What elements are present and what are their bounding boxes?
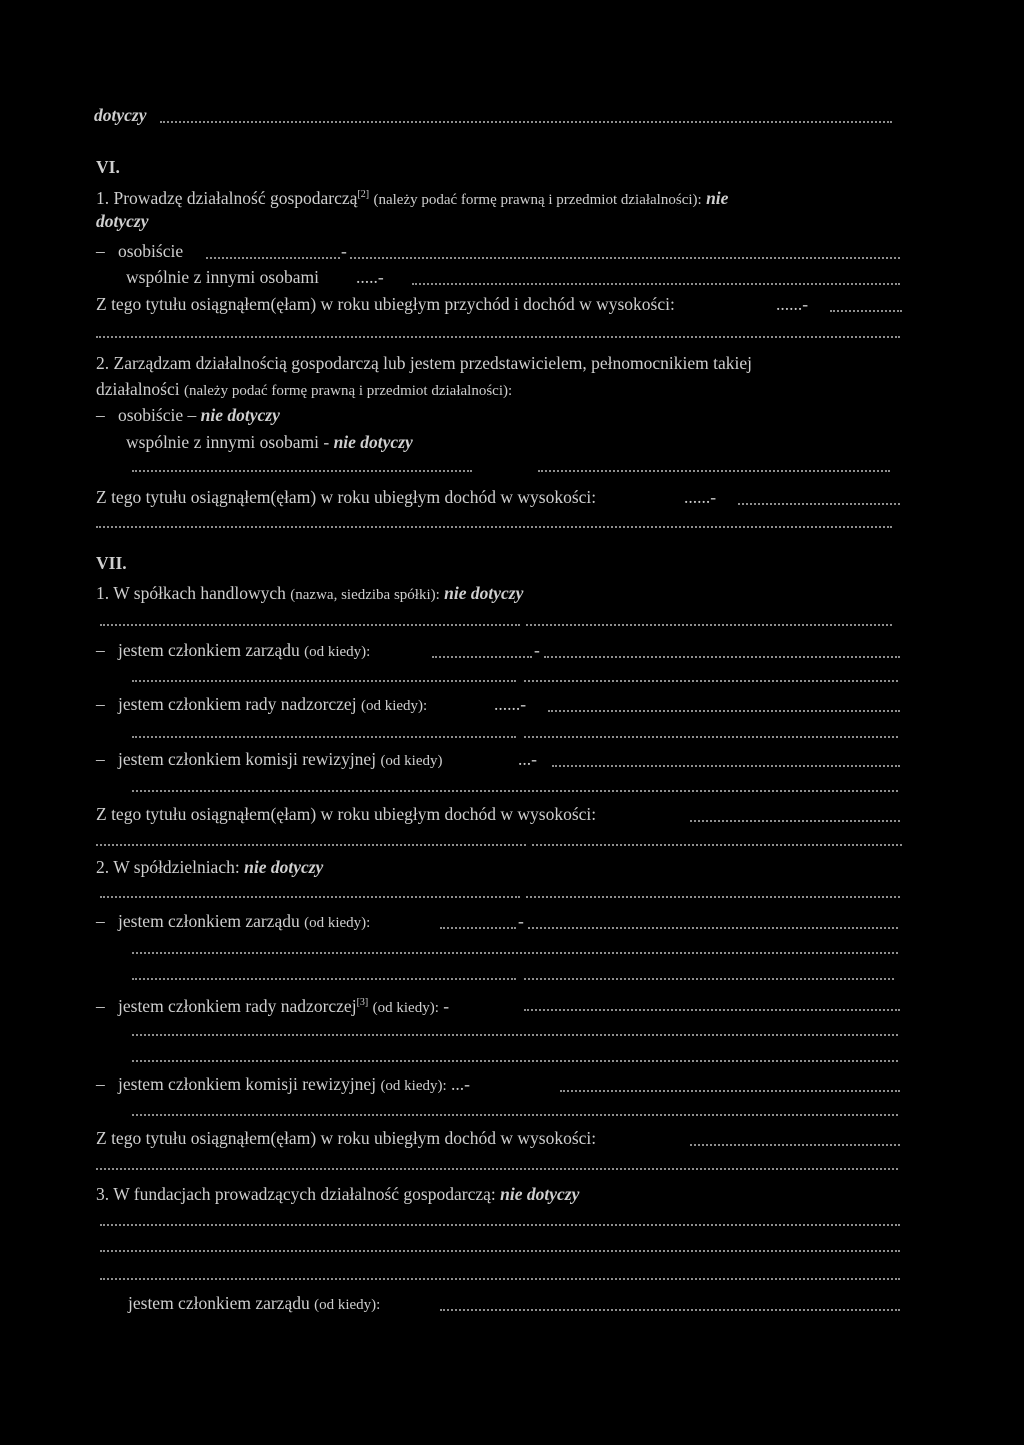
dash: – <box>96 694 105 714</box>
s7-p1-text: W spółkach handlowych <box>113 583 286 603</box>
dotted-line <box>538 470 890 472</box>
dotted-line <box>690 820 900 822</box>
s7-komisja <box>96 748 443 772</box>
s7-komisja-value: ...- <box>518 749 537 769</box>
dotted-line <box>524 1009 900 1011</box>
s7-rada2-instruction: (od kiedy): <box>372 1000 439 1016</box>
dotted-line <box>96 844 526 846</box>
dotted-line <box>560 1090 900 1092</box>
s7-zarzad-label: jestem członkiem zarządu <box>118 640 300 660</box>
dotted-line <box>96 1168 898 1170</box>
dotted-line <box>738 503 900 505</box>
s6-p2-instruction: (należy podać formę prawną i przedmiot działalności): <box>183 383 513 399</box>
s7-rada2-label: jestem członkiem rady nadzorczej <box>118 996 357 1016</box>
dotted-line <box>526 896 900 898</box>
s7-p3-number: 3. <box>96 1184 110 1204</box>
s6-p1-answer: nie <box>706 188 729 208</box>
s7-p3-answer: nie dotyczy <box>500 1184 580 1204</box>
s7-zarzad2-value: - <box>518 911 524 931</box>
s7-p1-answer: nie dotyczy <box>444 583 524 603</box>
s7-p2-text: W spółdzielniach: <box>113 857 240 877</box>
s7-rada-value: ......- <box>494 694 527 714</box>
s6-p2-text-cont: działalności <box>96 379 180 399</box>
s6-osobiscie2 <box>96 404 280 426</box>
dotted-line <box>132 1114 898 1116</box>
s6-p1-instruction: (należy podać formę prawną i przedmiot działalności): <box>373 192 702 208</box>
dotted-line <box>524 978 894 980</box>
s7-komisja-label: jestem członkiem komisji rewizyjnej <box>118 749 377 769</box>
s6-wspolnie2-label: wspólnie z innymi osobami - <box>126 432 330 452</box>
dash: – <box>96 749 105 769</box>
dotted-line <box>206 257 340 259</box>
dash: – <box>96 640 105 660</box>
s6-p1-answer-cont: dotyczy <box>96 211 149 231</box>
dotted-line <box>132 952 898 954</box>
s7-zarzad3-instruction: (od kiedy): <box>314 1297 381 1313</box>
s7-p3-line <box>96 1183 579 1205</box>
s7-p2-number: 2. <box>96 857 110 877</box>
dotted-line <box>132 736 516 738</box>
dash: – <box>96 405 105 425</box>
dotted-line <box>100 896 520 898</box>
dotted-line <box>552 765 900 767</box>
dotted-line <box>412 283 900 285</box>
dotted-line <box>830 310 902 312</box>
footnote-ref: [3] <box>356 997 369 1008</box>
s6-income1-value: ......- <box>776 294 809 314</box>
dotted-line <box>132 1034 898 1036</box>
dash: – <box>96 911 105 931</box>
s7-p1-number: 1. <box>96 583 110 603</box>
s6-osobiscie2-answer: nie dotyczy <box>200 405 280 425</box>
footnote-ref: [2] <box>357 189 370 200</box>
s6-osobiscie <box>96 240 183 262</box>
dotted-line <box>132 680 516 682</box>
s6-osobiscie-label: osobiście <box>118 241 184 261</box>
s6-p1-number: 1. <box>96 188 110 208</box>
s7-zarzad3 <box>128 1292 380 1316</box>
section-vi-heading: VI. <box>96 157 120 177</box>
dotted-line <box>100 1278 900 1280</box>
s7-income: Z tego tytułu osiągnąłem(ęłam) w roku ubiegłym dochód w wysokości: <box>96 804 597 824</box>
dotted-line <box>100 624 520 626</box>
dotted-line <box>132 978 516 980</box>
s7-komisja2 <box>96 1073 470 1097</box>
s6-income1: Z tego tytułu osiągnąłem(ęłam) w roku ubiegłym przychód i dochód w wysokości: <box>96 294 675 314</box>
dotted-line <box>432 656 532 658</box>
dash: – <box>96 241 105 261</box>
dotted-line <box>160 121 892 123</box>
s7-komisja-instruction: (od kiedy) <box>380 753 443 769</box>
s7-rada2-value: - <box>443 996 450 1016</box>
s7-p1-instruction: (nazwa, siedziba spółki): <box>290 587 440 603</box>
s7-zarzad3-label: jestem członkiem zarządu <box>128 1293 310 1313</box>
s7-zarzad-instruction: (od kiedy): <box>304 644 371 660</box>
dotted-line <box>96 336 900 338</box>
s6-p2-text: Zarządzam działalnością gospodarczą lub jestem przedstawicielem, pełnomocnikiem takiej <box>113 353 752 373</box>
s7-rada2 <box>96 992 449 1019</box>
header-dotyczy: dotyczy <box>94 105 147 125</box>
dotted-line <box>528 927 898 929</box>
s6-wspolnie: wspólnie z innymi osobami <box>126 267 319 287</box>
s7-zarzad <box>96 639 370 663</box>
dotted-line <box>440 927 516 929</box>
s7-p1-line <box>96 582 523 606</box>
dotted-line <box>350 257 900 259</box>
s6-p1-text: Prowadzę działalność gospodarczą <box>113 188 358 208</box>
s6-p2-line2 <box>96 378 512 402</box>
dotted-line <box>532 844 902 846</box>
dotted-line <box>132 790 898 792</box>
s7-komisja2-value: ...- <box>451 1074 470 1094</box>
s6-p1-line <box>96 184 728 211</box>
dash: – <box>96 996 105 1016</box>
s6-income2-value: ......- <box>684 487 717 507</box>
s7-p2-answer: nie dotyczy <box>244 857 324 877</box>
s7-zarzad-value: - <box>534 640 540 660</box>
s6-wspolnie2 <box>126 431 413 453</box>
s7-zarzad2 <box>96 910 370 934</box>
dotted-line <box>526 624 892 626</box>
s6-p2-number: 2. <box>96 353 110 373</box>
dotted-line <box>524 736 898 738</box>
s6-osobiscie-value: - <box>341 241 347 261</box>
s6-osobiscie2-label: osobiście – <box>118 405 197 425</box>
dotted-line <box>96 526 892 528</box>
s7-p3-text: W fundacjach prowadzących działalność gospodarczą: <box>113 1184 496 1204</box>
s7-rada-label: jestem członkiem rady nadzorczej <box>118 694 357 714</box>
s7-zarzad2-instruction: (od kiedy): <box>304 915 371 931</box>
s6-income2: Z tego tytułu osiągnąłem(ęłam) w roku ubiegłym dochód w wysokości: <box>96 487 597 507</box>
section-vii-heading: VII. <box>96 553 127 573</box>
dash: – <box>96 1074 105 1094</box>
dotted-line <box>440 1309 900 1311</box>
s7-income2: Z tego tytułu osiągnąłem(ęłam) w roku ubiegłym dochód w wysokości: <box>96 1128 597 1148</box>
s6-p2-line1 <box>96 352 752 374</box>
s7-p2-line <box>96 856 323 878</box>
s7-komisja2-instruction: (od kiedy): <box>380 1078 447 1094</box>
s7-rada <box>96 693 427 717</box>
dotted-line <box>132 1060 898 1062</box>
dotted-line <box>100 1224 900 1226</box>
s7-komisja2-label: jestem członkiem komisji rewizyjnej <box>118 1074 377 1094</box>
s7-zarzad2-label: jestem członkiem zarządu <box>118 911 300 931</box>
dotted-line <box>100 1250 900 1252</box>
dotted-line <box>132 470 472 472</box>
s6-wspolnie2-answer: nie dotyczy <box>333 432 413 452</box>
dotted-line <box>544 656 900 658</box>
dotted-line <box>690 1144 900 1146</box>
dotted-line <box>548 710 900 712</box>
s7-rada-instruction: (od kiedy): <box>360 698 428 714</box>
s6-wspolnie-value: .....- <box>356 267 384 287</box>
dotted-line <box>524 680 898 682</box>
